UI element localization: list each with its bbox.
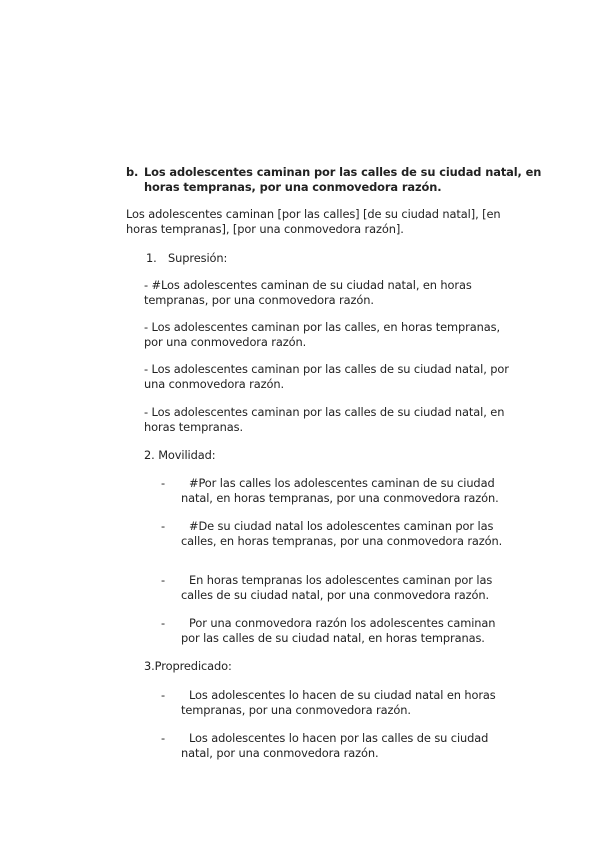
heading-line-1: Los adolescentes caminan por las calles de su ciudad natal, en <box>144 165 542 179</box>
bracketed-line-2: horas tempranas], [por una conmovedora razón]. <box>126 222 404 236</box>
supresion-item <box>144 362 509 392</box>
propredicado-item-1-line-2: tempranas, por una conmovedora razón. <box>181 703 411 717</box>
propredicado-item <box>161 731 488 761</box>
bullet-dash: - <box>161 616 166 630</box>
movilidad-item <box>161 519 502 549</box>
bracketed-line-1: Los adolescentes caminan [por las calles] [de su ciudad natal], [en <box>126 207 501 221</box>
supresion-item-1-line-2: tempranas, por una conmovedora razón. <box>144 293 374 307</box>
supresion-item <box>144 320 500 350</box>
heading-line-2: horas tempranas, por una conmovedora razón. <box>144 180 442 194</box>
movilidad-item-3-line-2: calles de su ciudad natal, por una conmovedora razón. <box>181 588 489 602</box>
bullet-dash: - <box>161 573 166 587</box>
movilidad-item-1-line-2: natal, en horas tempranas, por una conmovedora razón. <box>181 491 499 505</box>
bullet-dash: - <box>161 731 166 745</box>
movilidad-item-4-line-1: Por una conmovedora razón los adolescentes caminan <box>189 616 496 630</box>
supresion-item-3-line-2: una conmovedora razón. <box>144 377 285 391</box>
propredicado-item-1-line-1: Los adolescentes lo hacen de su ciudad natal en horas <box>189 688 496 702</box>
heading-marker: b. <box>126 165 139 179</box>
supresion-item-2-line-2: por una conmovedora razón. <box>144 335 307 349</box>
supresion-title-text: Supresión: <box>168 251 228 265</box>
supresion-item-2-line-1: - Los adolescentes caminan por las calles, en horas tempranas, <box>144 320 500 334</box>
supresion-item-3-line-1: - Los adolescentes caminan por las calles de su ciudad natal, por <box>144 362 509 376</box>
supresion-item-1-line-1: - #Los adolescentes caminan de su ciudad natal, en horas <box>144 278 472 292</box>
propredicado-item-2-line-1: Los adolescentes lo hacen por las calles de su ciudad <box>189 731 489 745</box>
bullet-dash: - <box>161 688 166 702</box>
movilidad-item-2-line-1: #De su ciudad natal los adolescentes caminan por las <box>189 519 494 533</box>
section-heading <box>126 165 541 195</box>
propredicado-title: 3.Propredicado: <box>144 659 232 673</box>
supresion-item-4-line-1: - Los adolescentes caminan por las calles de su ciudad natal, en <box>144 405 505 419</box>
movilidad-item-4-line-2: por las calles de su ciudad natal, en horas tempranas. <box>181 631 485 645</box>
movilidad-item <box>161 573 492 603</box>
movilidad-item <box>161 616 495 646</box>
supresion-item-4-line-2: horas tempranas. <box>144 420 244 434</box>
supresion-item <box>144 278 472 308</box>
bullet-dash: - <box>161 519 166 533</box>
movilidad-item-3-line-1: En horas tempranas los adolescentes caminan por las <box>189 573 493 587</box>
supresion-item <box>144 405 504 435</box>
propredicado-item <box>161 688 496 718</box>
movilidad-item-2-line-2: calles, en horas tempranas, por una conmovedora razón. <box>181 534 503 548</box>
bracketed-sentence <box>126 207 501 237</box>
supresion-title <box>146 251 227 266</box>
movilidad-title: 2. Movilidad: <box>144 448 216 462</box>
bullet-dash: - <box>161 476 166 490</box>
movilidad-item-1-line-1: #Por las calles los adolescentes caminan de su ciudad <box>189 476 495 490</box>
supresion-number: 1. <box>146 251 157 265</box>
movilidad-item <box>161 476 499 506</box>
propredicado-item-2-line-2: natal, por una conmovedora razón. <box>181 746 379 760</box>
